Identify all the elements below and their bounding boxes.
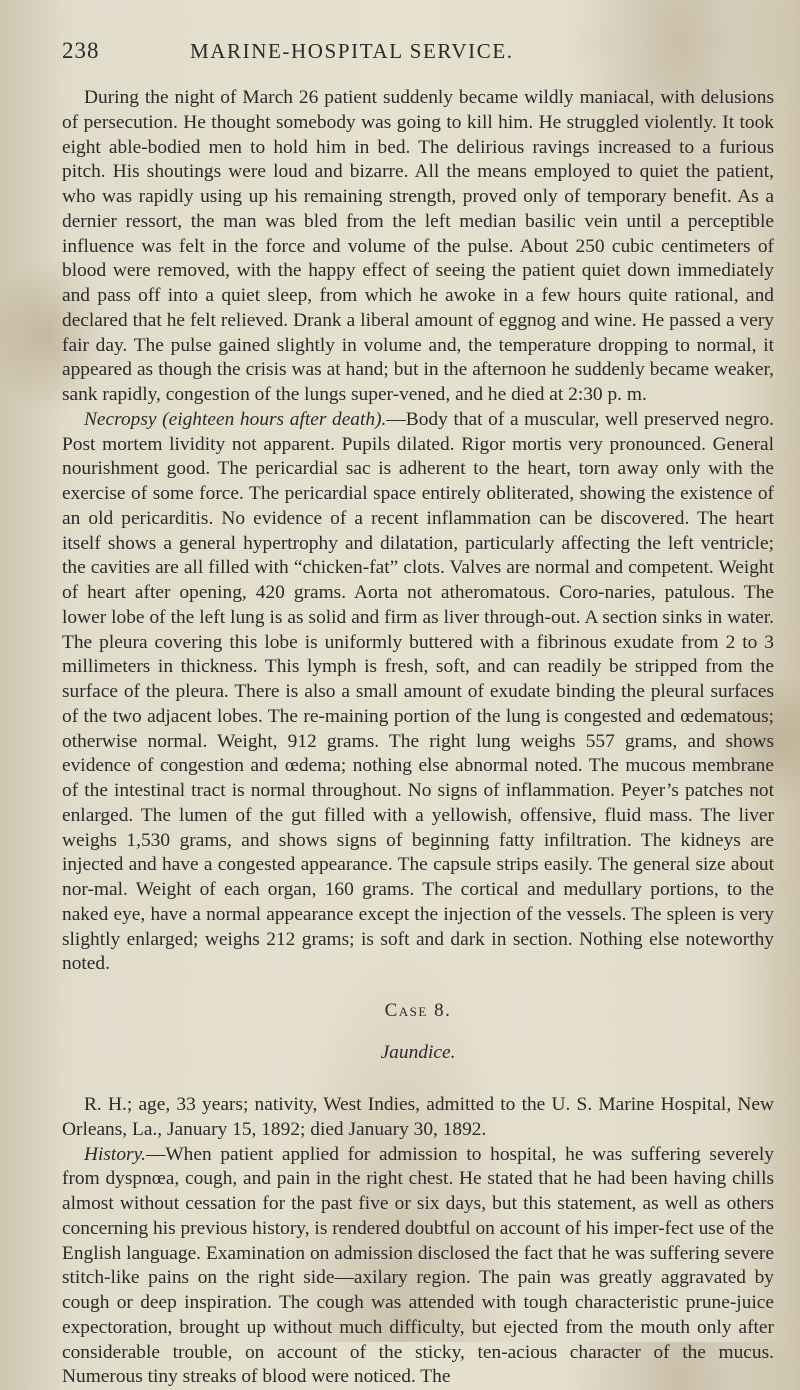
page-number: 238: [62, 38, 190, 64]
history-text: —When patient applied for admission to hospital, he was suffering severely from dyspnœa, cough, and pain in the right chest. He stated that he had been having chills almost without cessation for the past five or six days, but this statement, as well as others concerning his previous history, is rendered doubtful on account of his imper-fect use of the English language. Examination on admission disclosed the fact that he was suffering severe stitch-like pains on the right side—axilary region. The pain was greatly aggravated by cough or deep inspiration. The cough was attended with tough characteristic prune-juice expectoration, brought up without much difficulty, but ejected from the mouth only after considerable trouble, on account of the sticky, ten-acious character of the mucus. Numerous tiny streaks of blood were noticed. The: [62, 1144, 774, 1388]
body-text: [62, 86, 774, 1390]
case-history: [62, 1143, 774, 1390]
case-subheading: Jaundice.: [62, 1041, 774, 1067]
case-heading: Case 8.: [62, 999, 774, 1025]
paragraph-delirium: During the night of March 26 patient suddenly became wildly maniacal, with delusions of persecution. He thought somebody was going to kill him. He struggled violently. It took eight able-bodied men to hold him in bed. The delirious ravings increased to a furious pitch. His shoutings were loud and bizarre. All the means employed to quiet the patient, who was rapidly using up his remaining strength, proved only of temporary benefit. As a dernier ressort, the man was bled from the left median basilic vein until a perceptible influence was felt in the force and volume of the pulse. About 250 cubic centimeters of blood were removed, with the happy effect of seeing the patient quiet down immediately and pass off into a quiet sleep, from which he awoke in a few hours quite rational, and declared that he felt relieved. Drank a liberal amount of eggnog and wine. He passed a very fair day. The pulse gained slightly in volume and, the temperature dropping to normal, it appeared as though the crisis was at hand; but in the afternoon he suddenly became weaker, sank rapidly, congestion of the lungs super-vened, and he died at 2:30 p. m.: [62, 86, 774, 408]
paragraph-necropsy: [62, 408, 774, 977]
case-intro: R. H.; age, 33 years; nativity, West Indies, admitted to the U. S. Marine Hospital, New Orleans, La., January 15, 1892; died January 30, 1892.: [62, 1093, 774, 1143]
necropsy-text: —Body that of a muscular, well preserved negro. Post mortem lividity not apparent. Pupils dilated. Rigor mortis very pronounced. General nourishment good. The pericardial sac is adherent to the heart, torn away only with the exercise of some force. The pericardial space entirely obliterated, showing the existence of an old pericarditis. No evidence of a recent inflammation can be discovered. The heart itself shows a general hypertrophy and dilatation, particularly affecting the left ventricle; the cavities are all filled with “chicken-fat” clots. Valves are normal and competent. Weight of heart after opening, 420 grams. Aorta not atheromatous. Coro-naries, patulous. The lower lobe of the left lung is as solid and firm as liver through-out. A section sinks in water. The pleura covering this lobe is uniformly buttered with a fibrinous exudate from 2 to 3 millimeters in thickness. This lymph is fresh, soft, and can readily be stripped from the surface of the pleura. There is also a small amount of exudate binding the pleural surfaces of the two adjacent lobes. The re-maining portion of the lung is congested and œdematous; otherwise normal. Weight, 912 grams. The right lung weighs 557 grams, and shows evidence of congestion and œdema; nothing else abnormal noted. The mucous membrane of the intestinal tract is normal throughout. No signs of inflammation. Peyer’s patches not enlarged. The lumen of the gut filled with a yellowish, offensive, fluid mass. The liver weighs 1,530 grams, and shows signs of beginning fatty infiltration. The kidneys are injected and have a congested appearance. The capsule strips easily. The general size about nor-mal. Weight of each organ, 160 grams. The cortical and medullary portions, to the naked eye, have a normal appearance except the injection of the vessels. The spleen is very slightly enlarged; weighs 212 grams; is soft and dark in section. Nothing else noteworthy noted.: [62, 409, 774, 975]
running-head: [62, 38, 774, 74]
running-head-title: MARINE-HOSPITAL SERVICE.: [190, 39, 514, 64]
book-page: [62, 38, 774, 1390]
case-body: [62, 1093, 774, 1390]
history-lead: History.: [84, 1144, 146, 1165]
necropsy-lead: Necropsy (eighteen hours after death).: [84, 409, 386, 430]
